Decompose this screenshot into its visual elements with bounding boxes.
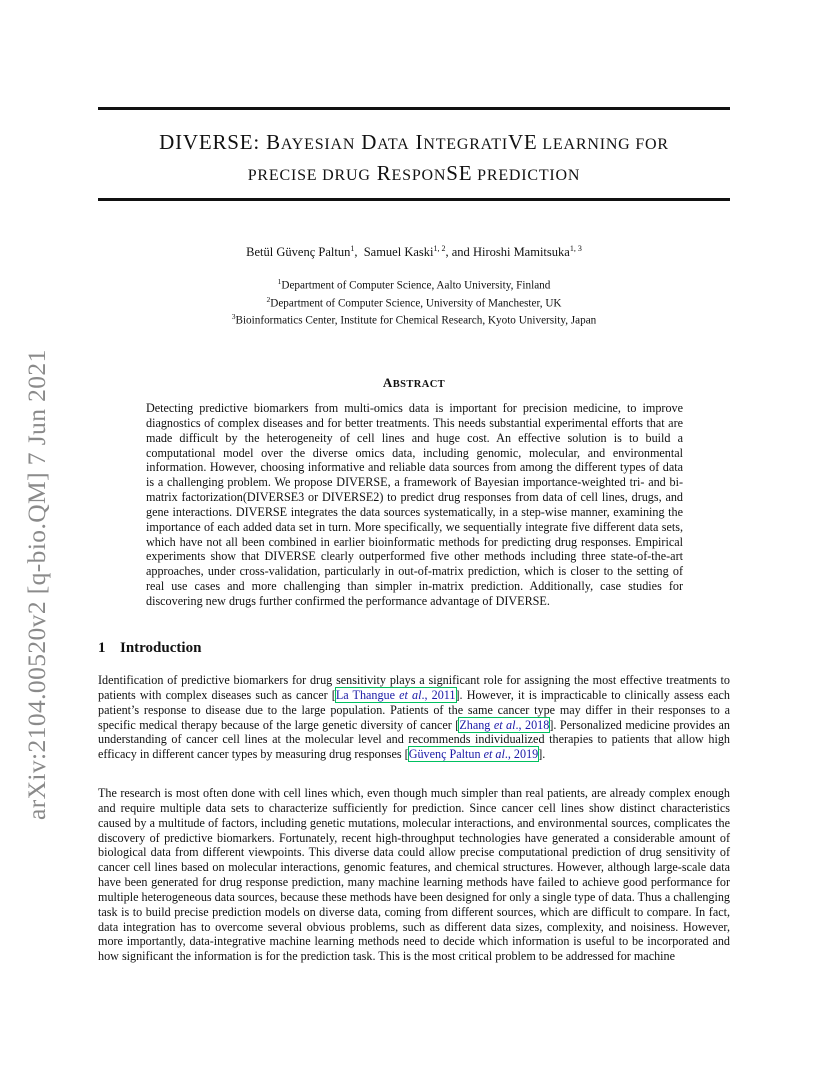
- author-list: Betül Güvenç Paltun$^1$, Samuel Kaski$^{1, 2}$, and Hiroshi Mamitsuka$^{1, 3}$: [246, 244, 582, 260]
- paper-title: [98, 128, 730, 190]
- title-rule-bottom: [98, 198, 730, 201]
- author-name: Samuel Kaski: [363, 245, 434, 260]
- intro-paragraph-1: Identification of predictive biomarkers for drug sensitivity plays a significant role for assigning the most effective treatments to patients with complex diseases such as cancer [La Thangue et al., 2011]. However, it is impracticable to clinically assess each patient’s response to disease due to the large population. Patients of the same cancer type may differ in their responses to a specific medical therapy because of the large genetic diversity of cancer [Zhang et al., 2018]. Personalized medicine provides an understanding of cancer cell lines at the molecular level and recommends individualized therapies to patients that allow high efficacy in different cancer types by measuring drug responses [Güvenç Paltun et al., 2019].: [98, 673, 731, 762]
- affiliation-item: $^1$Department of Computer Science, Aalto University, Finland: [277, 277, 551, 292]
- author-affil-mark: 1: [350, 244, 355, 253]
- title-line-2: PRECISE DRUG RESPONSE PREDICTION: [247, 161, 581, 185]
- author-name: Betül Güvenç Paltun: [246, 245, 351, 260]
- section-number: 1: [98, 640, 106, 656]
- section-heading-introduction: [98, 640, 730, 657]
- arxiv-stamp: arXiv:2104.00520v2 [q-bio.QM] 7 Jun 2021: [22, 349, 51, 820]
- citation-link-zhang[interactable]: Zhang et al., 2018: [459, 717, 550, 732]
- affiliations: [98, 275, 730, 328]
- section-title: Introduction: [120, 640, 202, 656]
- title-line-1: DIVERSE: BAYESIAN DATA INTEGRATIVE LEARNING FOR: [159, 130, 669, 154]
- author-name: Hiroshi Mamitsuka: [472, 245, 570, 260]
- author-conjunction: and: [451, 245, 470, 260]
- author-affil-mark: 1, 3: [569, 244, 582, 253]
- author-affil-mark: 1, 2: [433, 244, 446, 253]
- citation-link-guvenc-paltun[interactable]: Güvenç Paltun et al., 2019: [408, 747, 539, 762]
- abstract-text: Detecting predictive biomarkers from multi-omics data is important for precision medicine, to improve diagnostics of complex diseases and for better treatments. This needs substantial experimental efforts that are made difficult by the heterogeneity of cell lines and huge cost. An effective solution is to build a computational model over the diverse omics data, including genomic, molecular, and environmental information. However, choosing informative and reliable data sources from among the different types of data is a challenging problem. We propose DIVERSE, a framework of Bayesian importance-weighted tri- and bi-matrix factorization(DIVERSE3 or DIVERSE2) to predict drug responses from data of cell lines, drugs, and gene interactions. DIVERSE integrates the data sources systematically, in a step-wise manner, examining the importance of each added data set in turn. More specifically, we sequentially integrate five different data sets, which have not all been combined in earlier bioinformatic methods for predicting drug responses. Empirical experiments show that DIVERSE clearly outperformed five other methods including three state-of-the-art approaches, under cross-validation, particularly in out-of-matrix prediction, which is closer to the setting of real use cases and more challenging than simpler in-matrix prediction. Additionally, case studies for discovering new drugs further confirmed the performance advantage of DIVERSE.: [146, 401, 683, 608]
- affiliation-item: $^2$Department of Computer Science, University of Manchester, UK: [266, 294, 562, 310]
- intro-paragraph-2: The research is most often done with cell lines which, even though much simpler than real patients, are already complex enough and require multiple data sets to characterize sufficiently for prediction. Since cancer cell lines show distinct characteristics caused by a multitude of factors, including genetic mutations, molecular interactions, and environmental sources, complicates the discovery of predictive biomarkers. Fortunately, recent high-throughput technologies have generated a considerable amount of biological data from different viewpoints. This diverse data could allow precise computational prediction of drug sensitivity of cancer cell lines based on molecular interactions, genomic features, and chemical structures. However, although large-scale data have been generated for drug response prediction, many machine learning methods have failed to achieve good performance for multiple heterogeneous data sources, because these methods have been designed for only a single type of data. Thus a challenging task is to build precise prediction models on diverse data, coming from different sources, which are difficult to compare. In fact, data integration has to overcome several obvious problems, such as different data sizes, complexity, and noisiness. However, more importantly, data-integrative machine learning methods need to decide which information is useful to be incorporated and how significant the information is for the prediction task. This is the most critical problem to be addressed for machine: [98, 786, 730, 964]
- title-rule-top: [98, 107, 730, 110]
- citation-link-la-thangue[interactable]: La Thangue et al., 2011: [335, 687, 456, 702]
- abstract-heading: ABSTRACT: [382, 375, 446, 390]
- affiliation-item: $^3$Bioinformatics Center, Institute for Chemical Research, Kyoto University, Japan: [231, 312, 597, 328]
